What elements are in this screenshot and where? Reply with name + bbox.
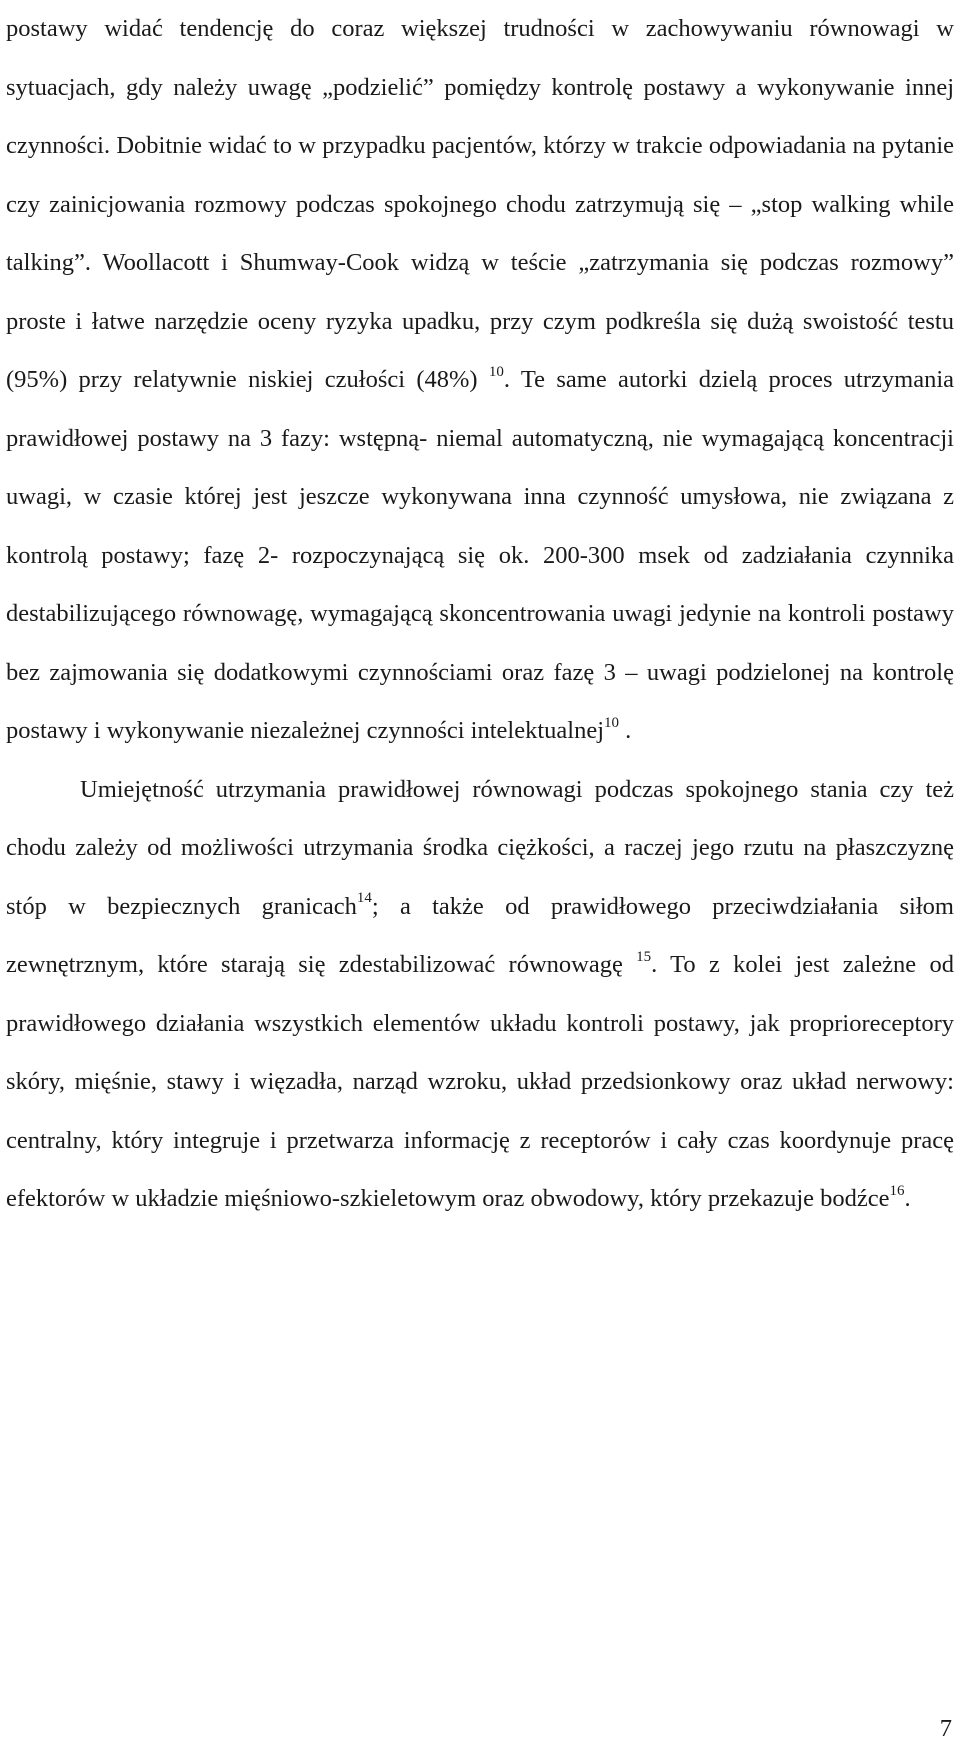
paragraph-text: . [904,1185,911,1212]
footnote-reference: 16 [889,1182,905,1199]
paragraph-text: . [619,717,632,744]
body-paragraph [6,0,954,761]
footnote-reference: 10 [604,714,620,731]
footnote-reference: 10 [488,363,504,380]
page-number: 7 [939,1715,952,1742]
paragraph-text: . Te same autorki dzielą proces utrzymania prawidłowej postawy na 3 fazy: wstępną- niemal automatyczną, nie wymagającą koncentracji uwagi, w czasie której jest jeszcze wykonywana inna czynność umysłowa, nie związana z kontrolą postawy; fazę 2- rozpoczynającą się ok. 200-300 msek od zadziałania czynnika destabilizującego równowagę, wymagającą skoncentrowania uwagi jedynie na kontroli postawy bez zajmowania się dodatkowymi czynnościami oraz fazę 3 – uwagi podzielonej na kontrolę postawy i wykonywanie niezależnej czynności intelektualnej [6,366,954,744]
paragraph-text: postawy widać tendencję do coraz większej trudności w zachowywaniu równowagi w sytuacjach, gdy należy uwagę „podzielić” pomiędzy kontrolę postawy a wykonywanie innej czynności. Dobitnie widać to w przypadku pacjentów, którzy w trakcie odpowiadania na pytanie czy zainicjowania rozmowy podczas spokojnego chodu zatrzymują się – „stop walking while talking”. Woollacott i Shumway-Cook widzą w teście „zatrzymania się podczas rozmowy” proste i łatwe narzędzie oceny ryzyka upadku, przy czym podkreśla się dużą swoistość testu (95%) przy relatywnie niskiej czułości (48%) [6,15,954,393]
footnote-reference: 15 [636,948,652,965]
footnote-reference: 14 [356,890,372,907]
body-paragraph [6,761,954,1229]
document-page [6,0,954,1229]
paragraph-text: Umiejętność utrzymania prawidłowej równowagi podczas spokojnego stania czy też chodu zależy od możliwości utrzymania środka ciężkości, a raczej jego rzutu na płaszczyznę stóp w bezpiecznych granicach [6,775,954,920]
paragraph-text: ; a także od prawidłowego przeciwdziałania siłom zewnętrznym, które starają się zdestabilizować równowagę [6,892,954,978]
paragraph-text: . To z kolei jest zależne od prawidłowego działania wszystkich elementów układu kontroli postawy, jak proprioreceptory skóry, mięśnie, stawy i więzadła, narząd wzroku, układ przedsionkowy oraz układ nerwowy: centralny, który integruje i przetwarza informację z receptorów i cały czas koordynuje pracę efektorów w układzie mięśniowo-szkieletowym oraz obwodowy, który przekazuje bodźce [6,951,954,1212]
